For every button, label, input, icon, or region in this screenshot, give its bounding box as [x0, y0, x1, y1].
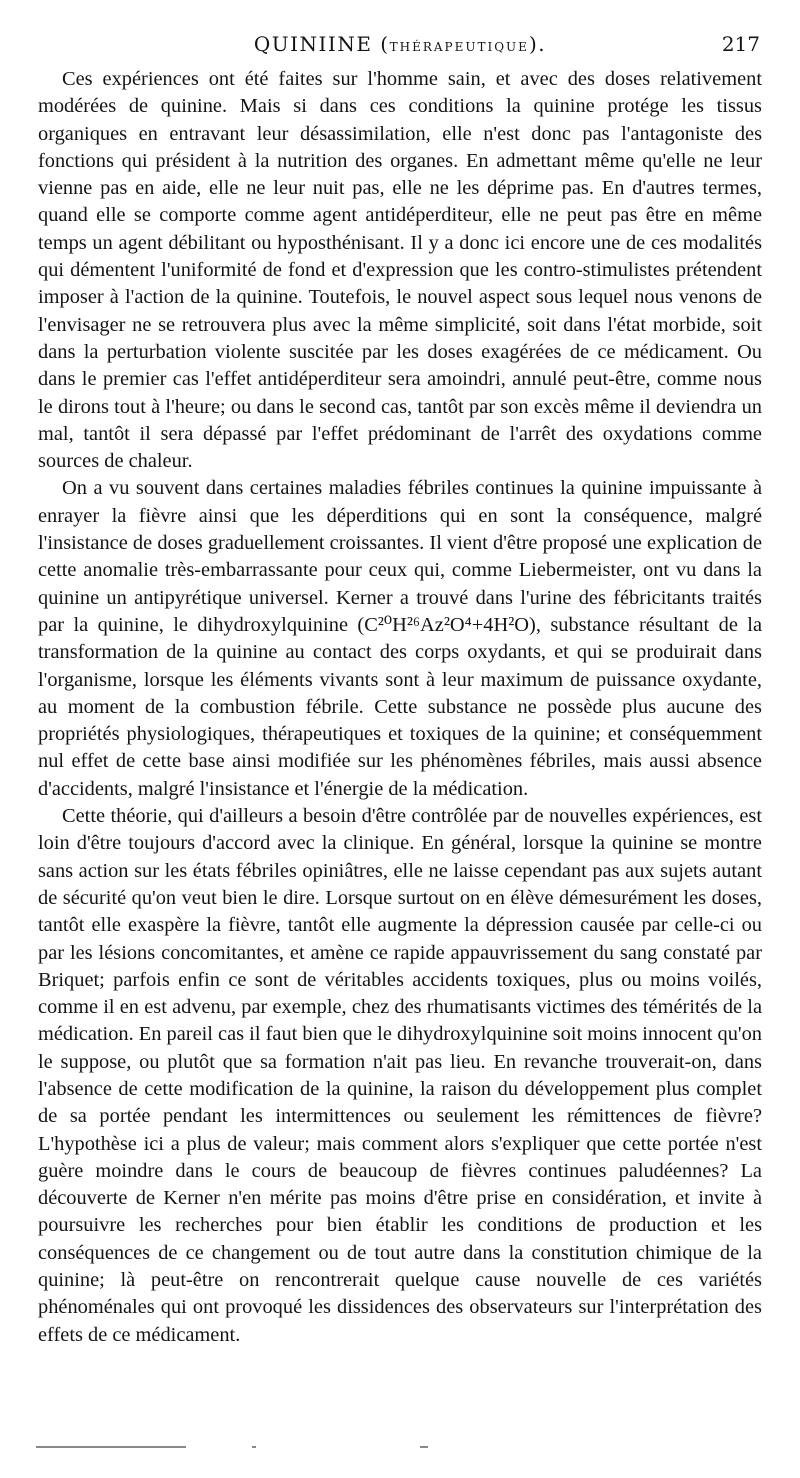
- running-head-title-main: QUINIINE (: [253, 32, 390, 56]
- footer-dash: [420, 1446, 428, 1448]
- running-head: [38, 26, 762, 62]
- running-head-title: [254, 32, 546, 56]
- page-number: 217: [721, 32, 760, 56]
- footer-marks: [36, 1446, 456, 1448]
- footer-dash: [36, 1446, 186, 1448]
- paragraph-3: Cette théorie, qui d'ailleurs a besoin d'être contrôlée par de nouvelles expériences, est loin d'être toujours d'accord avec la clinique. En général, lorsque la quinine se montre sans action sur les états fébriles opiniâtres, elle ne laisse cependant pas aux sujets autant de sécurité qu'on veut bien le dire. Lorsque surtout on en élève démesurément les doses, tantôt elle exaspère la fièvre, tantôt elle augmente la dépression causée par celle-ci ou par les lésions concomitantes, et amène ce rapide appauvrissement du sang constaté par Briquet; parfois enfin ce sont de véritables accidents toxiques, plus ou moins voilés, comme il en est advenu, par exemple, chez des rhumatisants victimes des témérités de la médication. En pareil cas il faut bien que le dihydroxylquinine soit moins innocent qu'on le suppose, ou plutôt que sa formation n'ait pas lieu. En revanche trouverait-on, dans l'absence de cette modification de la quinine, la raison du développement plus complet de sa portée pendant les intermittences ou seulement les rémittences de fièvre? L'hypothèse ici a plus de valeur; mais comment alors s'expliquer que cette portée n'est guère moindre dans le cours de beaucoup de fièvres continues paludéennes? La découverte de Kerner n'en mérite pas moins d'être prise en considération, et invite à poursuivre les recherches pour bien établir les conditions de production et les conséquences de ce changement ou de tout autre dans la constitution chimique de la quinine; là peut-être on rencontrerait quelque cause nouvelle de ces variétés phénoménales qui ont provoqué les dissidences des observateurs sur l'interprétation des effets de ce médicament.: [38, 805, 762, 1346]
- running-head-title-end: ).: [528, 32, 547, 56]
- paragraph-1: Ces expériences ont été faites sur l'homme sain, et avec des doses relativement modérées de quinine. Mais si dans ces conditions la quinine protége les tissus organiques en entravant leur désassimilation, elle n'est donc pas l'antagoniste des fonctions qui président à la nutrition des organes. En admettant même qu'elle ne leur vienne pas en aide, elle ne leur nuit pas, elle ne les déprime pas. En d'autres termes, quand elle se comporte comme agent antidéperditeur, elle ne peut pas être en même temps un agent débilitant ou hyposthénisant. Il y a donc ici encore une de ces modalités qui démentent l'uniformité de fond et d'expression que les contro-stimulistes prétendent imposer à l'action de la quinine. Toutefois, le nouvel aspect sous lequel nous venons de l'envisager ne se retrouvera plus avec la même simplicité, soit dans l'état morbide, soit dans la perturbation violente suscitée par les doses exagérées de ce médicament. Ou dans le premier cas l'effet antidéperditeur sera amoindri, annulé peut-être, comme nous le dirons tout à l'heure; ou dans le second cas, tantôt par son excès même il deviendra un mal, tantôt il sera dépassé par l'effet prédominant de l'arrêt des oxydations comme sources de chaleur.: [38, 68, 762, 473]
- footer-dash: [252, 1446, 256, 1448]
- paragraph-2: On a vu souvent dans certaines maladies fébriles continues la quinine impuissante à enrayer la fièvre ainsi que les déperditions qui en sont la conséquence, malgré l'insistance de doses graduellement croissantes. Il vient d'être proposé une explication de cette anomalie très-embarrassante pour ceux qui, comme Liebermeister, ont vu dans la quinine un antipyrétique universel. Kerner a trouvé dans l'urine des fébricitants traités par la quinine, le dihydroxylquinine (C²⁰H²⁶Az²O⁴+4H²O), substance résultant de la transformation de la quinine au contact des corps oxydants, et qui se produirait dans l'organisme, lorsque les éléments vivants sont à leur maximum de puissance oxydante, au moment de la combustion fébrile. Cette substance ne possède plus aucune des propriétés physiologiques, thérapeutiques et toxiques de la quinine; et conséquemment nul effet de cette base ainsi modifiée sur les phénomènes fébriles, mais aussi absence d'accidents, malgré l'insistance et l'énergie de la médication.: [38, 477, 762, 800]
- running-head-title-subtitle: THÉRAPEUTIQUE: [389, 40, 529, 54]
- body-text: [38, 66, 762, 1349]
